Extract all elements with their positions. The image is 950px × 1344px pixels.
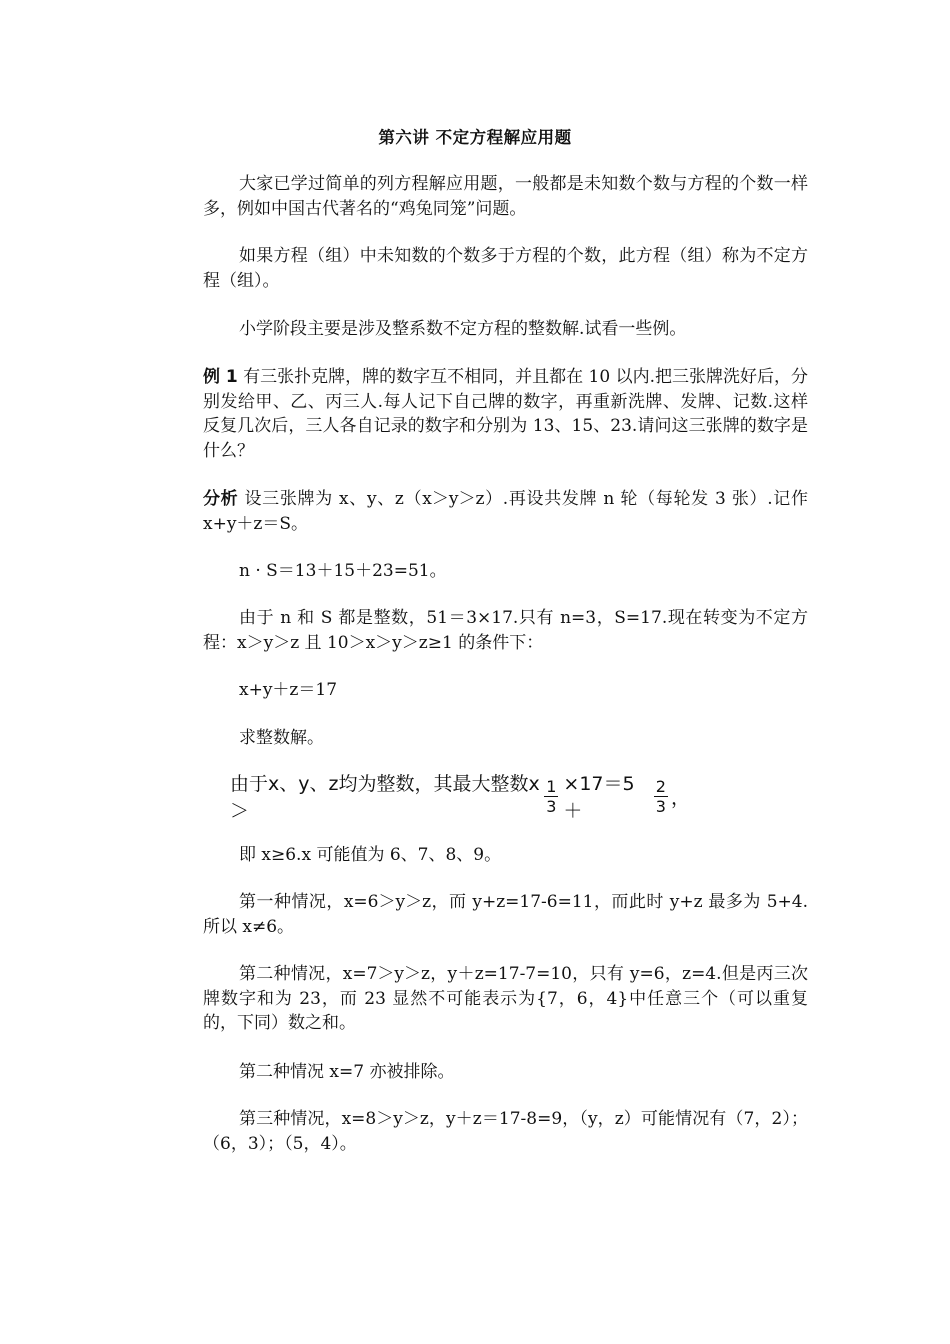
case-three-paragraph: 第三种情况，x=8＞y＞z，y＋z＝17-8=9，（y，z）可能情况有（7，2）；（6，3）；（5，4）。 bbox=[203, 1109, 808, 1154]
fraction-denominator: 3 bbox=[655, 796, 666, 816]
fraction-numerator: 2 bbox=[655, 776, 666, 796]
fraction-two-thirds bbox=[654, 777, 668, 816]
fraction-denominator: 3 bbox=[546, 796, 557, 816]
solve-integer-text: 求整数解。 bbox=[239, 728, 324, 748]
analysis-label: 分析 bbox=[203, 489, 239, 509]
bound-formula bbox=[230, 770, 690, 822]
reduction-paragraph: 由于 n 和 S 都是整数，51＝3×17.只有 n=3，S=17.现在转变为不定方程：x＞y＞z 且 10＞x＞y＞z≥1 的条件下： bbox=[203, 608, 808, 653]
analysis-paragraph bbox=[203, 487, 808, 536]
fraction-one-third bbox=[544, 777, 558, 816]
example-label: 例 1 bbox=[203, 367, 238, 387]
equation-sum: n · S＝13＋15＋23=51。 bbox=[239, 561, 447, 581]
intro-paragraph: 大家已学过简单的列方程解应用题，一般都是未知数个数与方程的个数一样多，例如中国古代著名的“鸡兔同笼”问题。 bbox=[203, 174, 808, 219]
formula-prefix: 由于x、y、z均为整数，其最大整数x＞ bbox=[230, 773, 540, 822]
definition-paragraph: 如果方程（组）中未知数的个数多于方程的个数，此方程（组）称为不定方程（组）。 bbox=[203, 246, 808, 291]
fraction-numerator: 1 bbox=[546, 776, 557, 796]
equation-xyz: x+y＋z＝17 bbox=[239, 680, 338, 700]
case-one-paragraph: 第一种情况，x=6＞y＞z，而 y+z=17-6=11，而此时 y+z 最多为 5+4.所以 x≠6。 bbox=[203, 892, 808, 937]
formula-suffix: ， bbox=[670, 786, 690, 809]
analysis-text: 设三张牌为 x、y、z（x＞y＞z）.再设共发牌 n 轮（每轮发 3 张）.记作 x+y＋z＝S。 bbox=[203, 489, 808, 534]
x-range-paragraph: 即 x≥6.x 可能值为 6、7、8、9。 bbox=[239, 845, 502, 865]
case-two-paragraph: 第二种情况，x=7＞y＞z，y＋z=17-7=10，只有 y=6，z=4.但是丙三次牌数字和为 23，而 23 显然不可能表示为{7，6，4}中任意三个（可以重复的，下同）数之和。 bbox=[203, 964, 808, 1033]
formula-middle: ×17＝5＋ bbox=[563, 773, 635, 822]
page-title: 第六讲 不定方程解应用题 bbox=[378, 128, 572, 147]
example-1 bbox=[203, 365, 808, 463]
scope-paragraph: 小学阶段主要是涉及整系数不定方程的整数解.试看一些例。 bbox=[239, 319, 687, 339]
example-text: 有三张扑克牌，牌的数字互不相同，并且都在 10 以内.把三张牌洗好后，分别发给甲、乙、丙三人.每人记下自己牌的数字，再重新洗牌、发牌、记数.这样反复几次后，三人各自记录的数字和分别为 13、15、23.请问这三张牌的数字是什么？ bbox=[203, 367, 808, 461]
case-two-conclusion: 第二种情况 x=7 亦被排除。 bbox=[239, 1062, 455, 1082]
